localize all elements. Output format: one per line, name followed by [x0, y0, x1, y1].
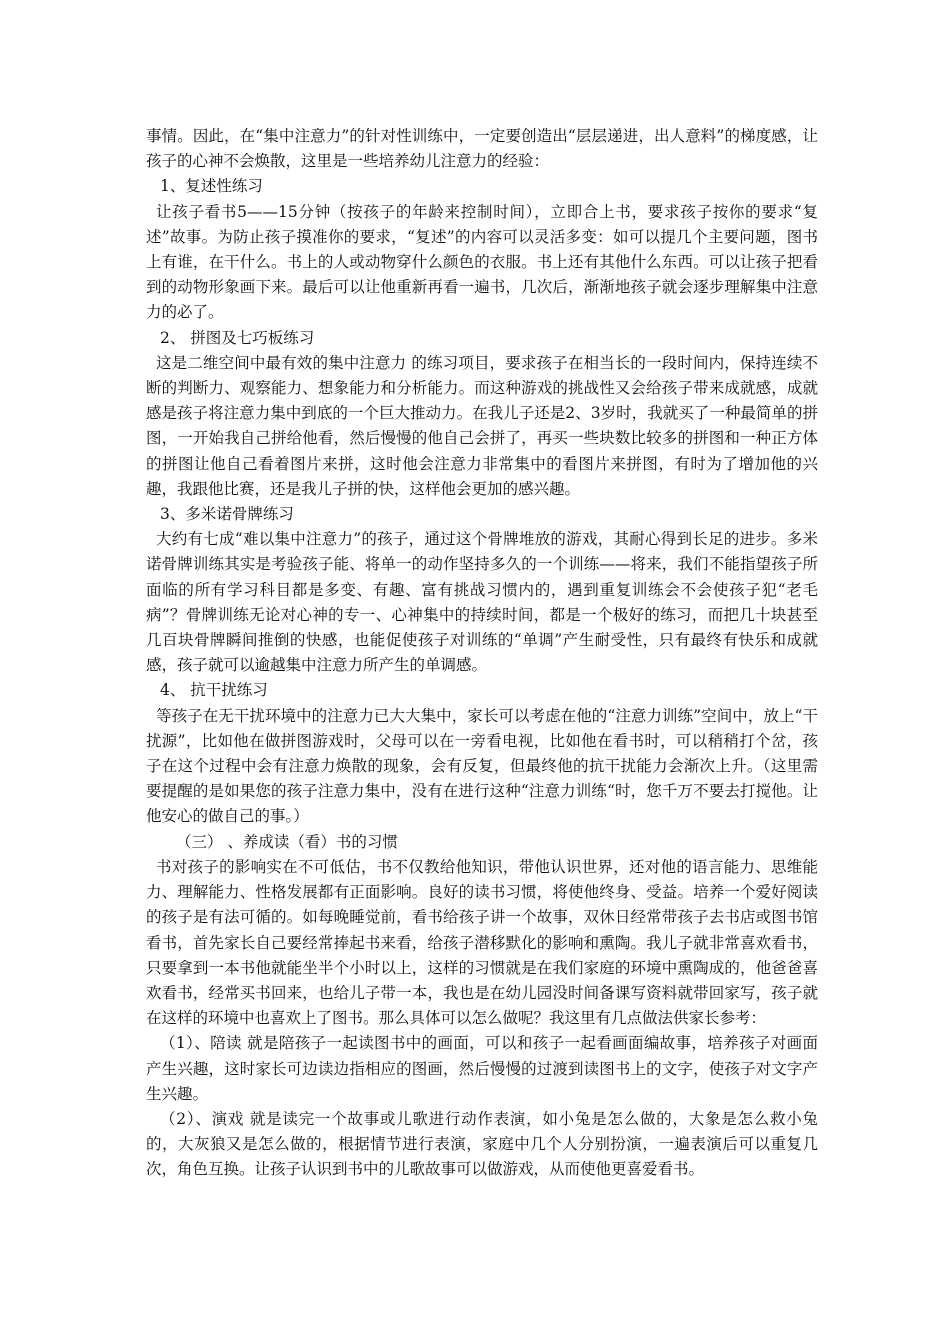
paragraph-anti-interference: 等孩子在无干扰环境中的注意力已大大集中，家长可以考虑在他的“注意力训练”空间中，放上“干扰源”，比如他在做拼图游戏时，父母可以在一旁看电视，比如他在看书时，可以稍稍打个岔，孩子在这个过程中会有注意力焕散的现象，会有反复，但最终他的抗干扰能力会渐次上升。（这里需要提醒的是如果您的孩子注意力集中，没有在进行这种“注意力训练“时，您千万不要去打搅他。让他安心的做自己的事。） [146, 706, 818, 826]
paragraph-intro: 事情。因此，在“集中注意力”的针对性训练中，一定要创造出“层层递进，出人意料”的梯度感，让孩子的心神不会焕散，这里是一些培养幼儿注意力的经验： [146, 127, 818, 171]
paragraph-reading-habit: 书对孩子的影响实在不可低估，书不仅教给他知识，带他认识世界，还对他的语言能力、思维能力、理解能力、性格发展都有正面影响。良好的读书习惯，将使他终身、受益。培养一个爱好阅读的孩子是有法可循的。如每晚睡觉前，看书给孩子讲一个故事，双休日经常带孩子去书店或图书馆看书，首先家长自己要经常捧起书来看，给孩子潜移默化的影响和熏陶。我儿子就非常喜欢看书，只要拿到一本书他就能坐半个小时以上，这样的习惯就是在我们家庭的环境中熏陶成的，他爸爸喜欢看书，经常买书回来，也给儿子带一本，我也是在幼儿园没时间备课写资料就带回家写，孩子就在这样的环境中也喜欢上了图书。那么具体可以怎么做呢？我这里有几点做法供家长参考： [146, 857, 818, 1028]
paragraph-item-acting: （2）、演戏 就是读完一个故事或儿歌进行动作表演，如小兔是怎么做的，大象是怎么救小兔的，大灰狼又是怎么做的，根据情节进行表演，家庭中几个人分别扮演，一遍表演后可以重复几次，角色互换。让孩子认识到书中的儿歌故事可以做游戏，从而使他更喜爱看书。 [146, 1109, 818, 1179]
document-body [146, 124, 818, 1183]
heading-anti-interference: 4、 抗干扰练习 [160, 681, 268, 700]
heading-retelling-practice: 1、复述性练习 [160, 177, 263, 196]
paragraph-retelling: 让孩子看书5——15分钟（按孩子的年龄来控制时间），立即合上书，要求孩子按你的要求“复述”故事。为防止孩子摸准你的要求，“复述”的内容可以灵活多变：如可以提几个主要问题，图书上有谁，在干什么。书上的人或动物穿什么颜色的衣服。书上还有其他什么东西。可以让孩子把看到的动物形象画下来。最后可以让他重新再看一遍书，几次后，渐渐地孩子就会逐步理解集中注意力的必了。 [146, 202, 818, 322]
heading-domino-practice: 3、多米诺骨牌练习 [160, 505, 294, 524]
paragraph-item-accompany-reading: （1）、陪读 就是陪孩子一起读图书中的画面，可以和孩子一起看画面编故事，培养孩子对画面产生兴趣，这时家长可边读边指相应的图画，然后慢慢的过渡到读图书上的文字，使孩子对文字产生兴趣。 [146, 1034, 818, 1103]
heading-puzzle-tangram: 2、 拼图及七巧板练习 [160, 328, 315, 347]
paragraph-domino: 大约有七成“难以集中注意力”的孩子，通过这个骨牌堆放的游戏，其耐心得到长足的进步。多米诺骨牌训练其实是考验孩子能、将单一的动作坚持多久的一个训练——将来，我们不能指望孩子所面临的所有学习科目都是多变、有趣、富有挑战习惯内的，遇到重复训练会不会使孩子犯“老毛病”？骨牌训练无论对心神的专一、心神集中的持续时间，都是一个极好的练习，而把几十块甚至几百块骨牌瞬间推倒的快感，也能促使孩子对训练的“单调”产生耐受性，只有最终有快乐和成就感，孩子就可以逾越集中注意力所产生的单调感。 [146, 530, 818, 675]
heading-reading-habit: （三） 、养成读（看）书的习惯 [176, 832, 398, 851]
paragraph-puzzle: 这是二维空间中最有效的集中注意力 的练习项目，要求孩子在相当长的一段时间内，保持连续不断的判断力、观察能力、想象能力和分析能力。而这种游戏的挑战性又会给孩子带来成就感，成就感是孩子将注意力集中到底的一个巨大推动力。在我儿子还是2、3岁时，我就买了一种最简单的拼图，一开始我自己拼给他看，然后慢慢的他自己会拼了，再买一些块数比较多的拼图和一种正方体的拼图让他自己看着图片来拼，这时他会注意力非常集中的看图片来拼图，有时为了增加他的兴趣，我跟他比赛，还是我儿子拼的快，这样他会更加的感兴趣。 [146, 353, 818, 498]
